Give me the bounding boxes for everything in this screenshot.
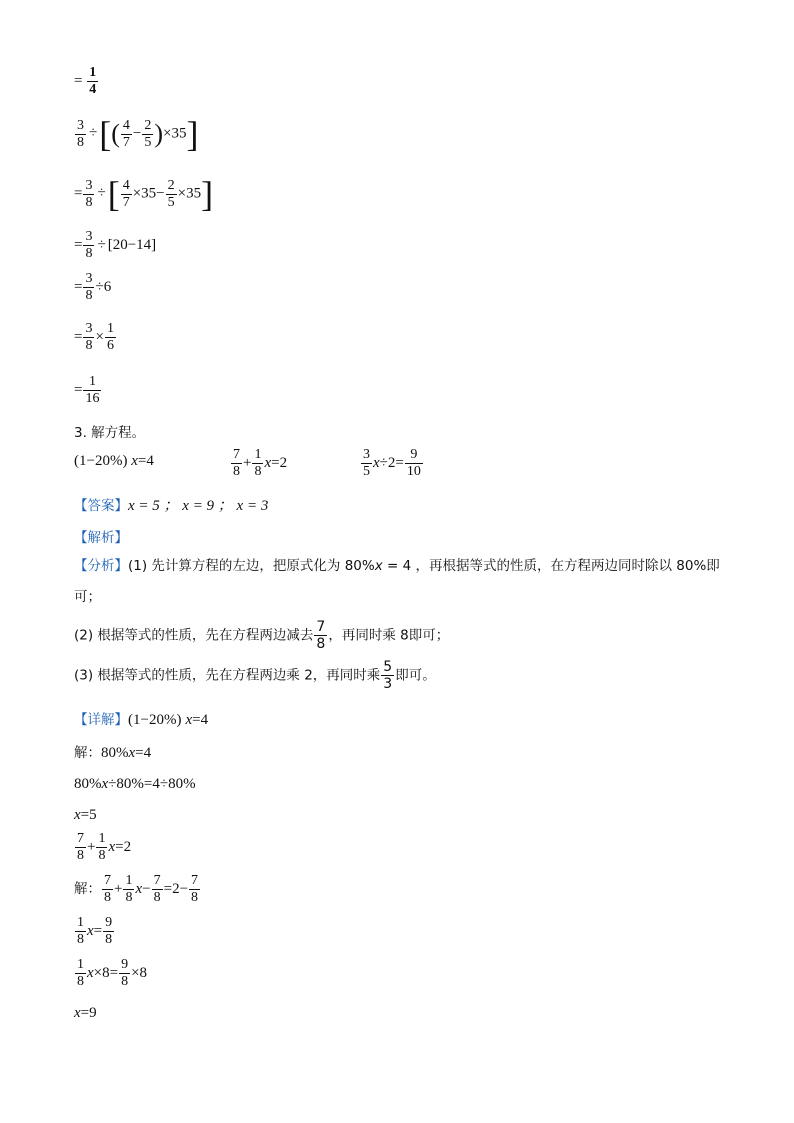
- calc-line-4: = $\frac{3}{8}$ ÷ [20−14]: [74, 229, 157, 261]
- fraction: $\frac{3}{8}$: [77, 117, 84, 150]
- fraction: $\frac{4}{7}$: [122, 117, 130, 150]
- fraction: $\frac{7}{8}$: [77, 831, 84, 863]
- answer-text: x = 5 ； x = 9 ； x = 3: [128, 498, 269, 514]
- fraction: $\frac{1}{8}$: [125, 873, 133, 905]
- fraction: $\frac{9}{8}$: [105, 915, 113, 947]
- fraction: $\frac{5}{3}$: [383, 659, 393, 692]
- equation-2: $\frac{7}{8}$ + $\frac{1}{8}$ x=2: [233, 447, 288, 479]
- fraction: $\frac{7}{8}$: [153, 873, 161, 905]
- fraction: $\frac{9}{8}$: [121, 957, 129, 989]
- analysis-para-3: (3) 根据等式的性质，先在方程两边乘 2，再同时乘 $\frac{5}{3}$ 即可。: [74, 659, 436, 692]
- fraction: $\frac{7}{8}$: [316, 619, 326, 652]
- calc-line-3: = $\frac{3}{8}$ ÷[ $\frac{4}{7}$ ×35− $\frac{2}{5}$ ×35]: [74, 174, 214, 214]
- analysis-tag: 【解析】: [74, 530, 128, 546]
- solution-step-7: $\frac{1}{8}$ x×8= $\frac{9}{8}$ ×8: [77, 957, 148, 989]
- solution-step-3: x=5: [74, 807, 97, 823]
- fraction: $\frac{7}{8}$: [191, 873, 199, 905]
- fraction: $\frac{1}{8}$: [98, 831, 106, 863]
- fraction: $\frac{3}{8}$: [85, 177, 93, 210]
- fraction: $\frac{1}{4}$: [89, 65, 97, 97]
- solution-step-5: 解： $\frac{7}{8}$ + $\frac{1}{8}$ x− $\frac{7}{8}$ =2− $\frac{7}{8}$: [74, 873, 199, 905]
- solution-step-8: x=9: [74, 1005, 97, 1021]
- question-3-title: 3. 解方程。: [74, 425, 146, 441]
- fraction: $\frac{1}{8}$: [77, 957, 84, 989]
- analysis-para-2: (2) 根据等式的性质，先在方程两边减去 $\frac{7}{8}$ ，再同时乘 8即可；: [74, 619, 450, 652]
- equation-3: $\frac{3}{5}$ x÷2= $\frac{9}{10}$: [363, 447, 421, 479]
- solution-step-4: $\frac{7}{8}$ + $\frac{1}{8}$ x=2: [77, 831, 132, 863]
- fraction: $\frac{1}{6}$: [106, 321, 114, 353]
- fraction: $\frac{7}{8}$: [233, 447, 240, 479]
- fraction: $\frac{1}{16}$: [85, 374, 100, 406]
- detail-tag: 【详解】: [74, 712, 128, 728]
- solution-step-6: $\frac{1}{8}$ x= $\frac{9}{8}$: [77, 915, 113, 947]
- answer-tag: 【答案】: [74, 498, 128, 514]
- fraction: $\frac{3}{8}$: [85, 271, 93, 303]
- solution-step-1: 解：80%x=4: [74, 745, 152, 761]
- solution-step-2: 80%x÷80%=4÷80%: [74, 776, 196, 792]
- fraction: $\frac{3}{8}$: [85, 229, 93, 261]
- analysis-para-1: 【分析】(1) 先计算方程的左边，把原式化为 80%x = 4 ，再根据等式的性质，在方程两边同时除以 80%即: [74, 558, 720, 574]
- fraction: $\frac{1}{8}$: [254, 447, 262, 479]
- fraction: $\frac{7}{8}$: [104, 873, 111, 905]
- fraction: $\frac{4}{7}$: [122, 177, 130, 210]
- calc-line-2: $\frac{3}{8}$ ÷[( $\frac{4}{7}$ − $\frac{2}{5}$ )×35]: [77, 114, 199, 154]
- calc-line-6: = $\frac{3}{8}$ × $\frac{1}{6}$: [74, 321, 114, 353]
- calc-line-5: = $\frac{3}{8}$ ÷6: [74, 271, 112, 303]
- detail-line: 【详解】(1−20%) x=4: [74, 712, 209, 728]
- fraction: $\frac{3}{5}$: [363, 447, 370, 479]
- fraction: $\frac{2}{5}$: [167, 177, 175, 210]
- fraction: $\frac{3}{8}$: [85, 321, 93, 353]
- calc-line-7: = $\frac{1}{16}$: [74, 374, 100, 406]
- fraction: $\frac{1}{8}$: [77, 915, 84, 947]
- calc-line-1: = $\frac{1}{4}$: [74, 65, 97, 97]
- answer-line: [74, 494, 268, 515]
- equation-1: (1−20%) x=4: [74, 453, 154, 469]
- analysis-para-1-cont: 可；: [74, 589, 101, 605]
- fraction: $\frac{2}{5}$: [144, 117, 152, 150]
- fraction: $\frac{9}{10}$: [406, 447, 421, 479]
